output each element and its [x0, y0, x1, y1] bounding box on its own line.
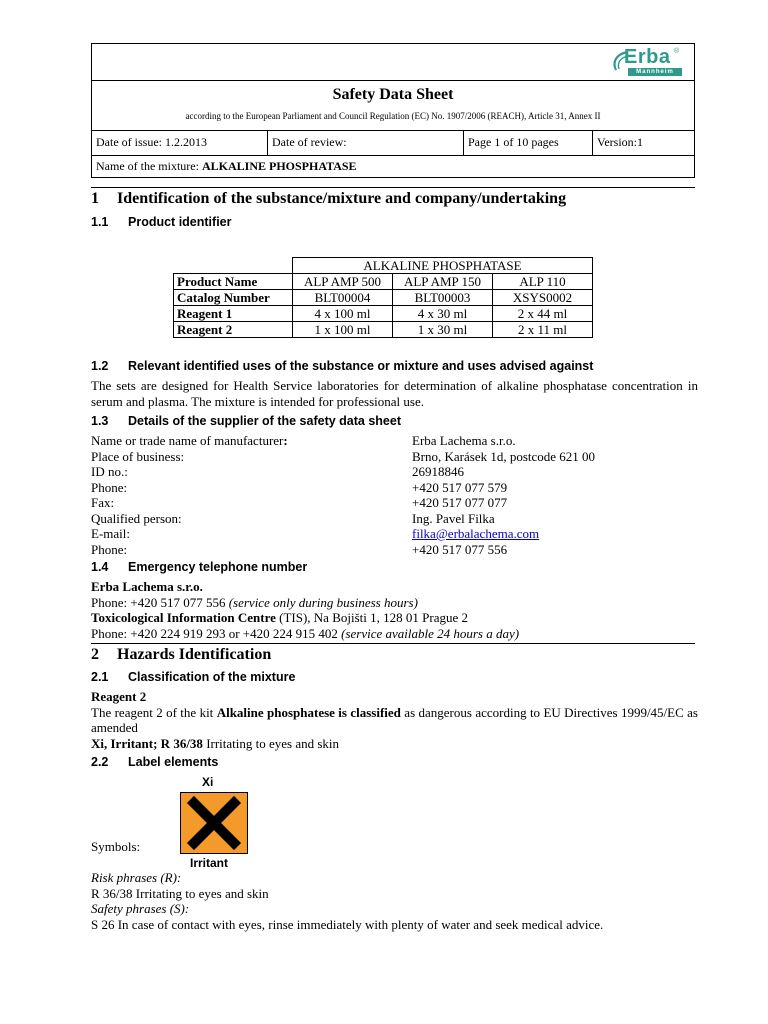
- subsection-title: Details of the supplier of the safety data sheet: [128, 414, 401, 428]
- logo-word: Erba: [624, 46, 671, 68]
- row-label: Reagent 2: [174, 322, 293, 338]
- supplier-value: +420 517 077 579: [412, 479, 508, 495]
- erba-logo: [610, 48, 686, 76]
- supplier-label: ID no.:: [91, 464, 128, 479]
- mixture-name: ALKALINE PHOSPHATASE: [201, 159, 357, 173]
- section-1-1-heading: [91, 215, 231, 229]
- table-cell: ALP AMP 150: [393, 274, 493, 290]
- supplier-label: Fax:: [91, 495, 115, 510]
- table-cell: ALP AMP 500: [293, 274, 393, 290]
- subsection-title: Emergency telephone number: [128, 560, 308, 574]
- section-title: Hazards Identification: [117, 646, 272, 663]
- section-number: 2: [91, 646, 99, 663]
- page-count: Page 1 of 10 pages: [464, 130, 593, 155]
- uses-paragraph: The sets are designed for Health Service laboratories for determination of alkaline phosphatase concentration in serum and plasma. The mixture is intended for professional use.: [91, 378, 698, 409]
- date-of-review: Date of review:: [268, 130, 464, 155]
- subsection-title: Label elements: [128, 755, 219, 769]
- xi-classification: Xi, Irritant; R 36/38 Irritating to eyes and skin: [91, 735, 340, 751]
- supplier-labels: [91, 433, 288, 557]
- document-title: Safety Data Sheet: [332, 86, 454, 103]
- supplier-label: Qualified person:: [91, 510, 182, 526]
- supplier-value: 26918846: [412, 464, 464, 479]
- section-2-2-heading: [91, 755, 218, 769]
- supplier-values: [412, 433, 595, 557]
- supplier-value: Brno, Karásek 1d, postcode 621 00: [412, 448, 596, 464]
- section-1-2-heading: [91, 359, 593, 373]
- irritant-icon: [180, 792, 248, 854]
- subsection-number: 1.2: [91, 359, 109, 373]
- date-of-issue: Date of issue: 1.2.2013: [92, 130, 268, 155]
- symbols-label: Symbols:: [91, 839, 141, 854]
- hazard-label: Irritant: [190, 856, 229, 870]
- supplier-label: E-mail:: [91, 526, 130, 541]
- hazard-code: Xi: [202, 775, 214, 789]
- table-cell: 4 x 30 ml: [393, 306, 493, 322]
- table-row: [174, 306, 593, 322]
- subsection-number: 2.2: [91, 755, 109, 769]
- tis-address: Toxicological Information Centre (TIS), Na Bojišti 1, 128 01 Prague 2: [91, 610, 468, 625]
- section-1-3-heading: [91, 414, 401, 428]
- subsection-title: Relevant identified uses of the substance or mixture and uses advised against: [128, 359, 594, 373]
- table-cell: 1 x 100 ml: [293, 322, 393, 338]
- emergency-company: Erba Lachema s.r.o.: [91, 579, 203, 594]
- section-2-heading: [91, 643, 695, 664]
- table-cell: XSYS0002: [493, 290, 593, 306]
- table-row: [174, 290, 593, 306]
- phrases-block: [91, 870, 603, 932]
- table-row: [174, 258, 593, 274]
- table-cell: ALP 110: [493, 274, 593, 290]
- version: Version:1: [597, 135, 643, 149]
- document-subtitle: according to the European Parliament and Council Regulation (EC) No. 1907/2006 (REACH), Article 31, Annex II: [185, 111, 601, 121]
- table-caption: ALKALINE PHOSPHATASE: [293, 258, 593, 274]
- risk-phrase: R 36/38 Irritating to eyes and skin: [91, 885, 269, 901]
- sds-header: [91, 43, 695, 178]
- subsection-title: Classification of the mixture: [128, 670, 296, 684]
- subsection-number: 2.1: [91, 670, 109, 684]
- supplier-value: Erba Lachema s.r.o.: [412, 433, 516, 448]
- risk-phrases-heading: Risk phrases (R):: [91, 870, 182, 885]
- section-number: 1: [91, 190, 99, 207]
- table-cell: 2 x 44 ml: [493, 306, 593, 322]
- table-row: [174, 322, 593, 338]
- subsection-number: 1.4: [91, 560, 109, 574]
- logo-row: [92, 44, 694, 81]
- reagent-label: Reagent 2: [91, 689, 147, 704]
- safety-phrases-heading: Safety phrases (S):: [91, 901, 190, 916]
- supplier-value: Ing. Pavel Filka: [412, 510, 495, 526]
- subsection-title: Product identifier: [128, 215, 232, 229]
- classification-block: [91, 689, 698, 751]
- emergency-phone-1: Phone: +420 517 077 556 (service only during business hours): [91, 594, 418, 610]
- row-label: Product Name: [174, 274, 293, 290]
- section-title: Identification of the substance/mixture and company/undertaking: [117, 190, 567, 207]
- emergency-block: [91, 579, 519, 641]
- table-row: [174, 274, 593, 290]
- table-cell: BLT00003: [393, 290, 493, 306]
- table-cell: 1 x 30 ml: [393, 322, 493, 338]
- table-blank-cell: [174, 258, 293, 274]
- section-1-4-heading: [91, 560, 307, 574]
- logo-registered: ®: [674, 48, 680, 55]
- product-table: [173, 257, 593, 338]
- table-cell: 2 x 11 ml: [493, 322, 593, 338]
- title-row: [92, 80, 694, 131]
- section-1-heading: [91, 187, 695, 208]
- subsection-number: 1.3: [91, 414, 109, 428]
- mixture-name-row: [92, 155, 694, 177]
- supplier-label: Place of business:: [91, 448, 185, 464]
- emergency-phone-2: Phone: +420 224 919 293 or +420 224 915 402 (service available 24 hours a day): [91, 625, 520, 641]
- safety-phrase: S 26 In case of contact with eyes, rinse immediately with plenty of water and seek medical advice.: [91, 916, 604, 932]
- table-cell: 4 x 100 ml: [293, 306, 393, 322]
- row-label: Catalog Number: [174, 290, 293, 306]
- logo-band: Mannheim: [628, 68, 682, 76]
- supplier-value: +420 517 077 556: [412, 541, 508, 557]
- info-row: [92, 130, 694, 156]
- table-cell: BLT00004: [293, 290, 393, 306]
- supplier-label: Name or trade name of manufacturer:: [91, 433, 288, 448]
- row-label: Reagent 1: [174, 306, 293, 322]
- supplier-label: Phone:: [91, 541, 128, 557]
- mixture-label: Name of the mixture:: [96, 159, 202, 173]
- email-link[interactable]: filka@erbalachema.com: [412, 526, 540, 541]
- supplier-label: Phone:: [91, 479, 128, 495]
- subsection-number: 1.1: [91, 215, 109, 229]
- section-2-1-heading: [91, 670, 295, 684]
- classification-paragraph: The reagent 2 of the kit Alkaline phosphatese is classified as dangerous according to EU Directives 1999/45/EC as amended: [91, 704, 698, 735]
- supplier-value: +420 517 077 077: [412, 495, 508, 510]
